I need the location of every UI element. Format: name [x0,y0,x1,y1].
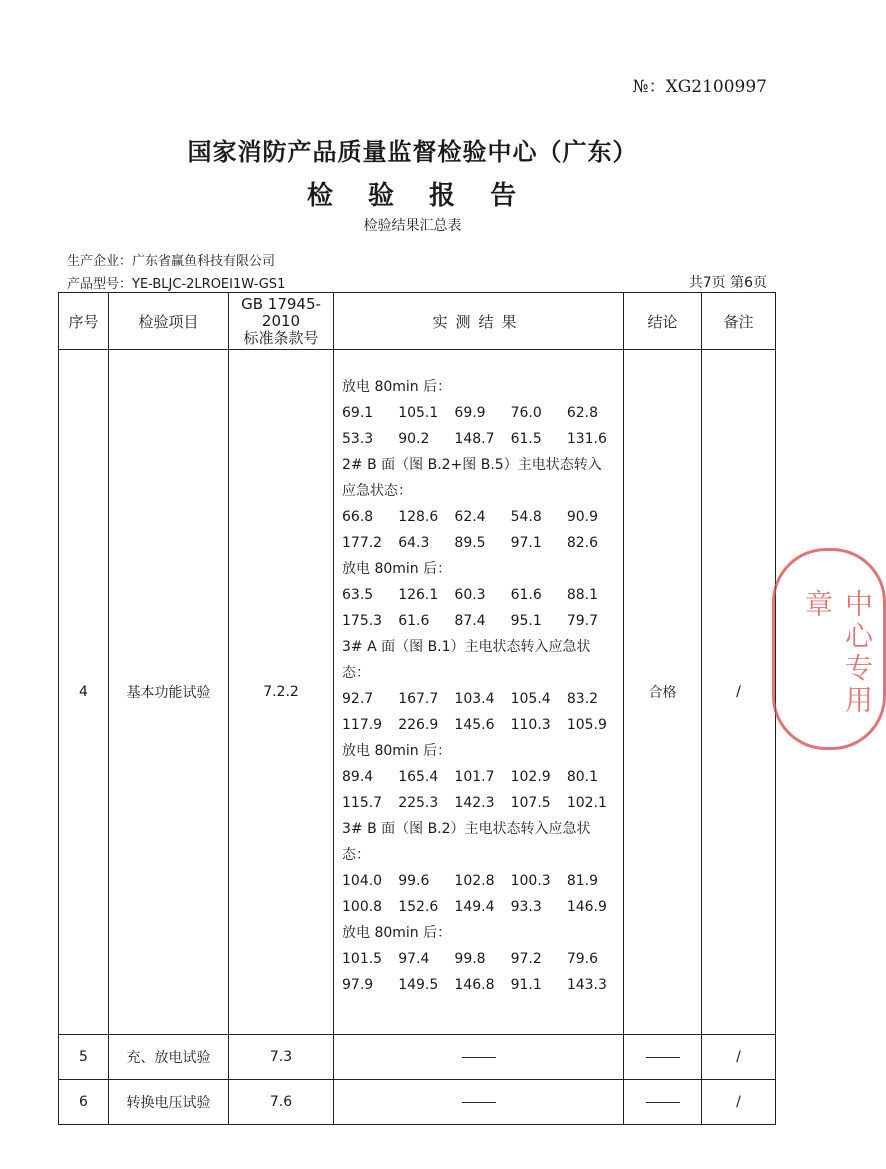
measurement-value: 63.5 [342,587,374,603]
measurement-value: 61.5 [510,431,542,447]
measurement-value: 64.3 [398,535,430,551]
result-text-line: 态： [342,847,370,863]
measurement-value: 69.1 [342,405,374,421]
header-standard [229,293,334,350]
result-text-line: 3# B 面（图 B.2）主电状态转入应急状 [342,821,591,837]
measurement-value: 177.2 [342,535,383,551]
result-text-line: 放电 80min 后： [342,561,452,577]
measurement-value: 102.9 [510,769,551,785]
row-remark: / [702,1080,776,1125]
measurement-value: 146.9 [566,899,607,915]
measurement-value: 142.3 [454,795,495,811]
measurement-value: 83.2 [566,691,598,707]
measurement-value: 97.2 [510,951,542,967]
result-text-line: 放电 80min 后： [342,379,452,395]
measurement-value: 90.9 [566,509,598,525]
table-header-row [59,293,776,350]
row-remark: / [702,1035,776,1080]
measurement-value: 105.1 [398,405,439,421]
row-seq: 6 [59,1080,109,1125]
measurement-row [342,894,623,920]
measurement-value: 167.7 [398,691,439,707]
row-remark: / [702,350,776,1035]
measurement-value: 95.1 [510,613,542,629]
measurement-value: 104.0 [342,873,383,889]
result-text-line: 3# A 面（图 B.1）主电状态转入应急状 [342,639,591,655]
measurement-value: 100.3 [510,873,551,889]
measurement-value: 69.9 [454,405,486,421]
measurement-value: 102.1 [566,795,607,811]
measurement-value: 126.1 [398,587,439,603]
measurement-value: 110.3 [510,717,551,733]
measurement-value: 99.8 [454,951,486,967]
measurement-row [342,400,623,426]
measurement-value: 226.9 [398,717,439,733]
measurement-value: 79.6 [566,951,598,967]
measurement-value: 82.6 [566,535,598,551]
result-text-line: 放电 80min 后： [342,925,452,941]
row-seq: 4 [59,350,109,1035]
measurement-value: 99.6 [398,873,430,889]
measurement-row [342,686,623,712]
header-results: 实测结果 [334,293,624,350]
measurement-value: 76.0 [510,405,542,421]
measurement-value: 54.8 [510,509,542,525]
measurement-value: 128.6 [398,509,439,525]
measurement-value: 149.5 [398,977,439,993]
measurement-row [342,504,623,530]
row-conclusion: 合格 [624,350,702,1035]
measurement-row [342,946,623,972]
measurement-value: 89.5 [454,535,486,551]
measurement-value: 225.3 [398,795,439,811]
center-name: 国家消防产品质量监督检验中心（广东） [187,138,638,166]
header-item: 检验项目 [109,293,229,350]
measurement-value: 102.8 [454,873,495,889]
measurement-value: 101.5 [342,951,383,967]
measurement-row [342,608,623,634]
measurement-value: 148.7 [454,431,495,447]
header-conclusion: 结论 [624,293,702,350]
measurement-value: 80.1 [566,769,598,785]
header-remark: 备注 [702,293,776,350]
row-results-dash [334,1080,624,1125]
row-item: 转换电压试验 [109,1080,229,1125]
measurement-value: 131.6 [566,431,607,447]
measurement-row [342,972,623,998]
measurement-value: 117.9 [342,717,383,733]
manufacturer-line: 生产企业：广东省赢鱼科技有限公司 [67,254,276,269]
measurement-value: 62.4 [454,509,486,525]
product-model-line: 产品型号：YE-BLJC-2LROEⅠ1W-GS1 [67,277,286,292]
measurement-value: 61.6 [398,613,430,629]
measurement-value: 90.2 [398,431,430,447]
measurement-value: 105.4 [510,691,551,707]
report-number: №：XG2100997 [632,77,767,97]
result-text-line: 放电 80min 后： [342,743,452,759]
row-seq: 5 [59,1035,109,1080]
row-conclusion-dash [624,1080,702,1125]
measurement-value: 93.3 [510,899,542,915]
measurement-value: 53.3 [342,431,374,447]
document-title: 检 验 报 告 [306,181,519,211]
measurement-value: 105.9 [566,717,607,733]
measurement-value: 115.7 [342,795,383,811]
measurement-value: 66.8 [342,509,374,525]
measurement-value: 87.4 [454,613,486,629]
measurement-row [342,712,623,738]
page-counter: 共7页 第6页 [688,275,767,291]
measurement-value: 97.4 [398,951,430,967]
result-text-line: 应急状态： [342,483,412,499]
measurement-row [342,530,623,556]
measurement-row [342,868,623,894]
table-row [59,1035,776,1080]
measurement-value: 175.3 [342,613,383,629]
measurement-row [342,764,623,790]
row-clause: 7.2.2 [229,350,334,1035]
measurement-value: 143.3 [566,977,607,993]
result-text-line: 2# B 面（图 B.2+图 B.5）主电状态转入 [342,457,602,473]
row-clause: 7.6 [229,1080,334,1125]
measurement-value: 92.7 [342,691,374,707]
measurement-value: 60.3 [454,587,486,603]
row-item: 充、放电试验 [109,1035,229,1080]
measurement-value: 165.4 [398,769,439,785]
measurement-row [342,790,623,816]
measurement-value: 88.1 [566,587,598,603]
results-table [58,292,776,1125]
header-standard-clause: 标准条款号 [243,328,319,347]
header-seq: 序号 [59,293,109,350]
measurement-value: 145.6 [454,717,495,733]
measurement-value: 81.9 [566,873,598,889]
table-row [59,1080,776,1125]
row-conclusion-dash [624,1035,702,1080]
header-standard-code: GB 17945-2010 [241,294,321,330]
measurement-value: 107.5 [510,795,551,811]
measurement-value: 62.8 [566,405,598,421]
table-row [59,350,776,1035]
document-subtitle: 检验结果汇总表 [363,218,462,234]
official-seal-stamp: 中心专用章 [772,548,886,750]
measurement-value: 61.6 [510,587,542,603]
measurement-value: 103.4 [454,691,495,707]
measurement-value: 97.9 [342,977,374,993]
measurement-value: 149.4 [454,899,495,915]
measurement-value: 152.6 [398,899,439,915]
measurement-value: 100.8 [342,899,383,915]
row-clause: 7.3 [229,1035,334,1080]
result-text-line: 态： [342,665,370,681]
measurement-value: 91.1 [510,977,542,993]
measurement-value: 89.4 [342,769,374,785]
measurement-value: 97.1 [510,535,542,551]
measurement-row [342,582,623,608]
measurement-row [342,426,623,452]
measurement-value: 146.8 [454,977,495,993]
row-results-dash [334,1035,624,1080]
row-results [334,350,624,1035]
row-item: 基本功能试验 [109,350,229,1035]
measurement-value: 79.7 [566,613,598,629]
measurement-value: 101.7 [454,769,495,785]
